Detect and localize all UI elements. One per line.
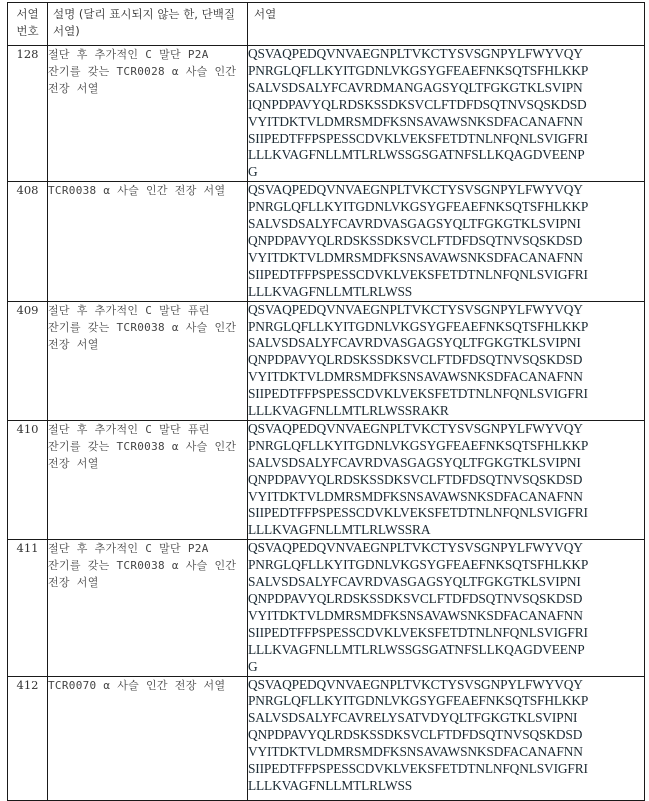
sequence-line: SIIPEDTFFPSPESSCDVKLVEKSFETDTNLNFQNLSVIGFRI [248, 624, 588, 640]
sequence-line: LLLKVAGFNLLMTLRLWSS [248, 283, 413, 299]
sequence-line: SALVSDSALYFCAVRELYSATVDYQLTFGKGTKLSVIPNI [248, 710, 578, 726]
table-row [8, 540, 645, 676]
sequence-line: SALVSDSALYFCAVRDVASGAGSYQLTFGKGTKLSVIPNI [248, 216, 581, 232]
description-cell: 절단 후 추가적인 C 말단 P2A 잔기를 갖는 TCR0028 α 사슬 인간 전장 서열 [48, 46, 248, 182]
sequence-cell [248, 182, 645, 301]
table-header-row [8, 3, 645, 46]
sequence-line: SALVSDSALYFCAVRDVASGAGSYQLTFGKGTKLSVIPNI [248, 454, 581, 470]
sequence-line: SIIPEDTFFPSPESSCDVKLVEKSFETDTNLNFQNLSVIGFRI [248, 266, 588, 282]
sequence-line: PNRGLQFLLKYITGDNLVKGSYGFEAEFNKSQTSFHLKKP [248, 199, 589, 215]
description-cell: 절단 후 추가적인 C 말단 P2A 잔기를 갖는 TCR0038 α 사슬 인간 전장 서열 [48, 540, 248, 676]
seq-id-cell: 411 [8, 540, 48, 676]
sequence-line: PNRGLQFLLKYITGDNLVKGSYGFEAEFNKSQTSFHLKKP [248, 62, 589, 78]
sequence-line: SIIPEDTFFPSPESSCDVKLVEKSFETDTNLNFQNLSVIGFRI [248, 505, 588, 521]
sequence-line: QSVAQPEDQVNVAEGNPLTVKCTYSVSGNPYLFWYVQY [248, 46, 583, 61]
description-cell: 절단 후 추가적인 C 말단 퓨린 잔기를 갖는 TCR0038 α 사슬 인간 전장 서열 [48, 301, 248, 420]
sequence-line: PNRGLQFLLKYITGDNLVKGSYGFEAEFNKSQTSFHLKKP [248, 318, 589, 334]
sequence-line: LLLKVAGFNLLMTLRLWSSRA [248, 522, 431, 538]
sequence-line: SALVSDSALYFCAVRDVASGAGSYQLTFGKGTKLSVIPNI [248, 335, 581, 351]
sequence-line: QSVAQPEDQVNVAEGNPLTVKCTYSVSGNPYLFWYVQY [248, 540, 583, 556]
sequence-line: QNPDPAVYQLRDSKSSDKSVCLFTDFDSQTNVSQSKDSD [248, 471, 583, 487]
sequence-line: IQNPDPAVYQLRDSKSSDKSVCLFTDFDSQTNVSQSKDSD [248, 96, 587, 112]
table-row [8, 420, 645, 539]
sequence-line: LLLKVAGFNLLMTLRLWSSRAKR [248, 403, 449, 419]
sequence-line: LLLKVAGFNLLMTLRLWSSGSGATNFSLLKQAGDVEENP [248, 641, 585, 657]
sequence-line: QSVAQPEDQVNVAEGNPLTVKCTYSVSGNPYLFWYVQY [248, 676, 583, 692]
table-row [8, 46, 645, 182]
sequence-line: PNRGLQFLLKYITGDNLVKGSYGFEAEFNKSQTSFHLKKP [248, 437, 589, 453]
sequence-line: SALVSDSALYFCAVRDVASGAGSYQLTFGKGTKLSVIPNI [248, 574, 581, 590]
sequence-cell [248, 420, 645, 539]
sequence-line: VYITDKTVLDMRSMDFKSNSAVAWSNKSDFACANAFNN [248, 607, 583, 623]
sequence-line: PNRGLQFLLKYITGDNLVKGSYGFEAEFNKSQTSFHLKKP [248, 557, 589, 573]
sequence-line: QNPDPAVYQLRDSKSSDKSVCLFTDFDSQTNVSQSKDSD [248, 232, 583, 248]
sequence-line: SIIPEDTFFPSPESSCDVKLVEKSFETDTNLNFQNLSVIGFRI [248, 761, 588, 777]
table-row [8, 301, 645, 420]
sequence-table [7, 2, 645, 801]
sequence-line: G [248, 658, 258, 674]
header-description: 설명 (달리 표시되지 않는 한, 단백질 서열) [48, 3, 248, 46]
sequence-line: QSVAQPEDQVNVAEGNPLTVKCTYSVSGNPYLFWYVQY [248, 301, 583, 317]
sequence-line: VYITDKTVLDMRSMDFKSNSAVAWSNKSDFACANAFNN [248, 249, 583, 265]
description-cell: TCR0038 α 사슬 인간 전장 서열 [48, 182, 248, 301]
sequence-line: LLLKVAGFNLLMTLRLWSSGSGATNFSLLKQAGDVEENP [248, 147, 585, 163]
sequence-cell [248, 46, 645, 182]
sequence-line: SIIPEDTFFPSPESSCDVKLVEKSFETDTNLNFQNLSVIGFRI [248, 130, 588, 146]
seq-id-cell: 408 [8, 182, 48, 301]
sequence-line: VYITDKTVLDMRSMDFKSNSAVAWSNKSDFACANAFNN [248, 488, 583, 504]
sequence-line: G [248, 164, 258, 180]
sequence-line: SIIPEDTFFPSPESSCDVKLVEKSFETDTNLNFQNLSVIGFRI [248, 386, 588, 402]
seq-id-cell: 412 [8, 676, 48, 800]
sequence-cell [248, 676, 645, 800]
seq-id-cell: 128 [8, 46, 48, 182]
sequence-line: SALVSDSALYFCAVRDMANGAGSYQLTFGKGTKLSVIPN [248, 79, 583, 95]
table-row [8, 676, 645, 800]
seq-id-cell: 410 [8, 420, 48, 539]
sequence-line: VYITDKTVLDMRSMDFKSNSAVAWSNKSDFACANAFNN [248, 744, 583, 760]
sequence-line: VYITDKTVLDMRSMDFKSNSAVAWSNKSDFACANAFNN [248, 369, 583, 385]
sequence-line: PNRGLQFLLKYITGDNLVKGSYGFEAEFNKSQTSFHLKKP [248, 693, 589, 709]
sequence-line: QSVAQPEDQVNVAEGNPLTVKCTYSVSGNPYLFWYVQY [248, 420, 583, 436]
sequence-cell [248, 540, 645, 676]
sequence-line: VYITDKTVLDMRSMDFKSNSAVAWSNKSDFACANAFNN [248, 113, 583, 129]
table-row [8, 182, 645, 301]
sequence-line: LLLKVAGFNLLMTLRLWSS [248, 777, 413, 793]
sequence-line: QNPDPAVYQLRDSKSSDKSVCLFTDFDSQTNVSQSKDSD [248, 727, 583, 743]
sequence-line: QNPDPAVYQLRDSKSSDKSVCLFTDFDSQTNVSQSKDSD [248, 352, 583, 368]
description-cell: 절단 후 추가적인 C 말단 퓨린 잔기를 갖는 TCR0038 α 사슬 인간 전장 서열 [48, 420, 248, 539]
header-sequence: 서열 [248, 3, 645, 46]
header-seq-id: 서열 번호 [8, 3, 48, 46]
sequence-line: QSVAQPEDQVNVAEGNPLTVKCTYSVSGNPYLFWYVQY [248, 182, 583, 198]
seq-id-cell: 409 [8, 301, 48, 420]
sequence-cell [248, 301, 645, 420]
description-cell: TCR0070 α 사슬 인간 전장 서열 [48, 676, 248, 800]
sequence-line: QNPDPAVYQLRDSKSSDKSVCLFTDFDSQTNVSQSKDSD [248, 591, 583, 606]
